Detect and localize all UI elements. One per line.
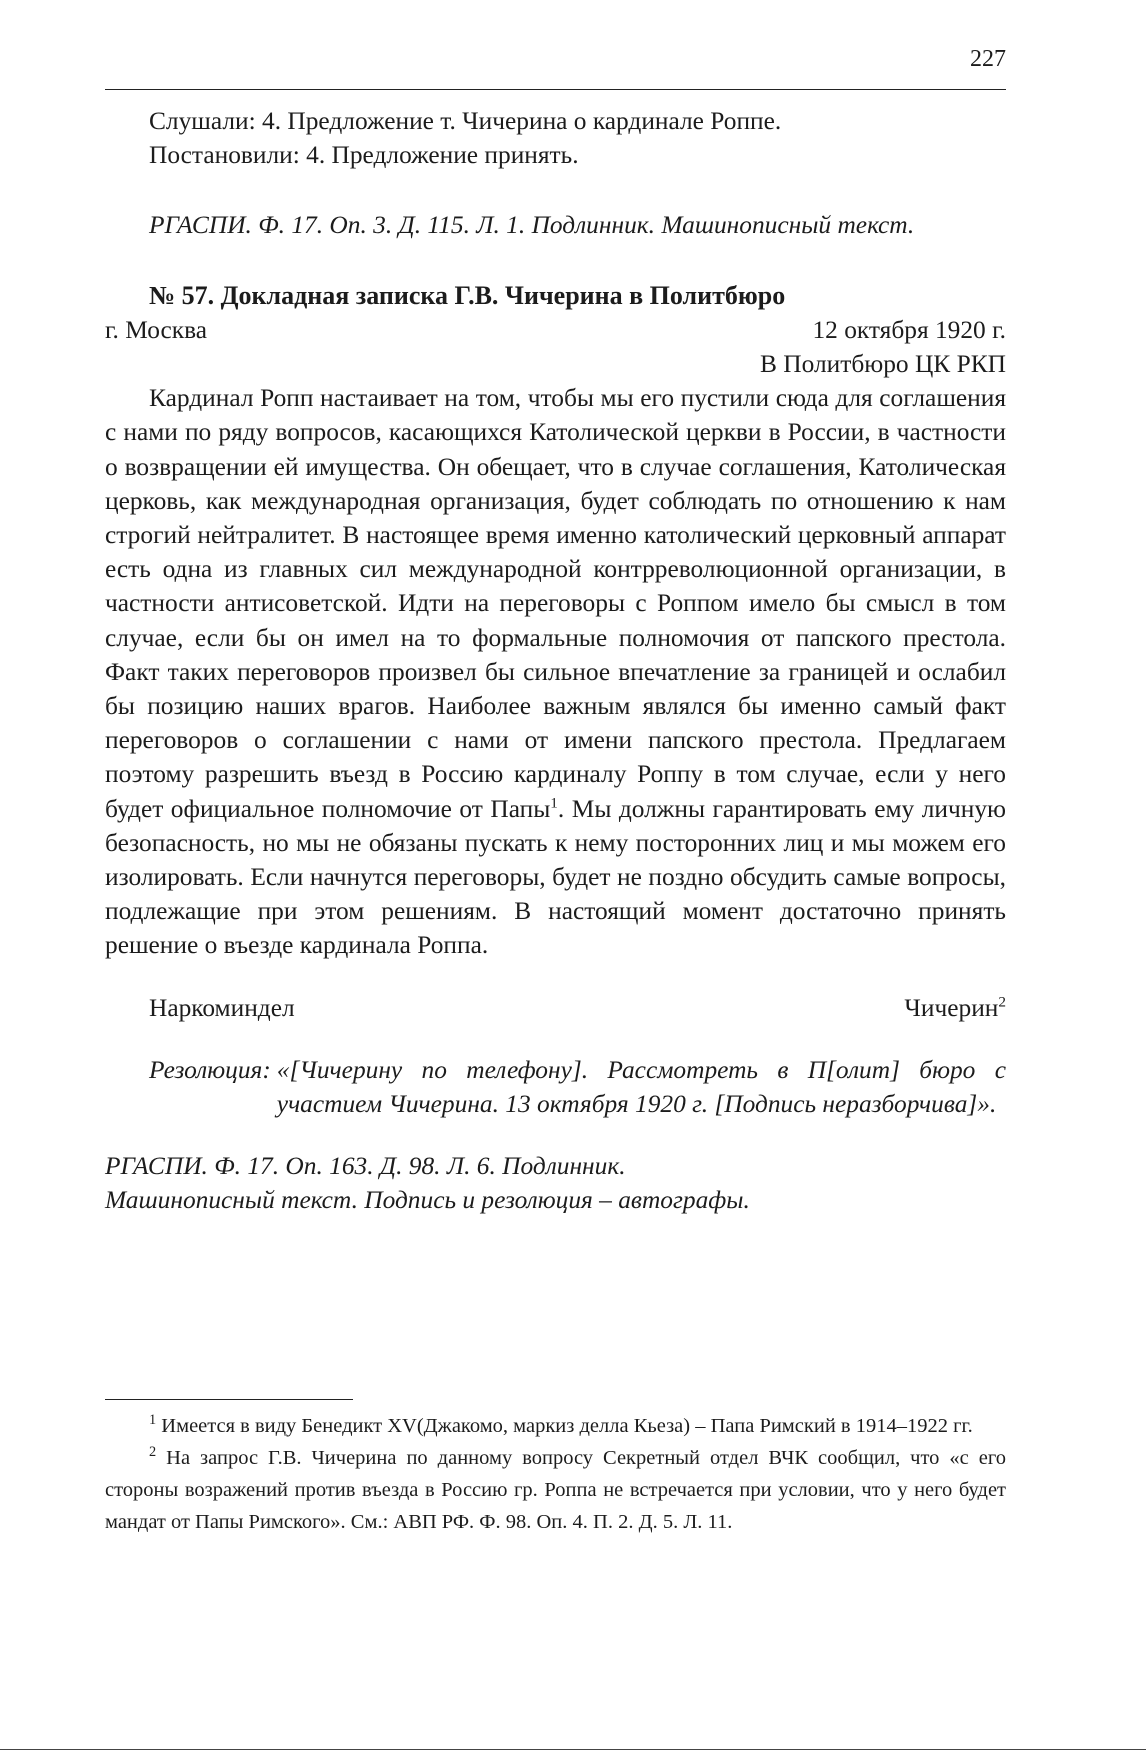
minutes-heard: Слушали: 4. Предложение т. Чичерина о кардинале Роппе. xyxy=(149,107,782,135)
page-content xyxy=(105,104,1006,1218)
footnote-ref-1: 1 xyxy=(550,794,558,812)
document-place: г. Москва xyxy=(105,315,208,344)
place-date-row xyxy=(105,313,1006,347)
scan-bottom-edge xyxy=(0,1749,1146,1750)
header-rule xyxy=(105,89,1006,90)
archive-reference-2 xyxy=(105,1149,1006,1217)
footnote-2 xyxy=(105,1442,1006,1538)
body-text-part1: Кардинал Ропп настаивает на том, чтобы мы его пустили сюда для соглашения с нами по ряду вопросов, касающихся Католической церкви в России, в частности о возвращении ей имущества. Он обещает, что в случае соглашения, Католическая церковь, как международная организация, будет соблюдать по отношению к нам строгий нейтралитет. В настоящее время именно католический церковный аппарат есть одна из главных сил международной контрреволюционной организации, в частности антисоветской. Идти на переговоры с Роппом имело бы смысл в том случае, если бы он имел на то формальные полномочия от папского престола. Факт таких переговоров произвел бы сильное впечатление за границей и ослабил бы позицию наших врагов. Наиболее важным являлся бы именно самый факт переговоров о соглашении с нами от имени папского престола. Предлагаем поэтому разрешить въезд в Россию кардиналу Роппу в том случае, если у него будет официальное полномочие от Папы xyxy=(105,384,1006,823)
document-body xyxy=(105,381,1006,962)
footnote-rule xyxy=(105,1399,353,1400)
footnote-ref-2: 2 xyxy=(998,993,1006,1011)
archive-reference-2-line1: РГАСПИ. Ф. 17. Оп. 163. Д. 98. Л. 6. Подлинник. xyxy=(105,1152,626,1181)
resolution-text: «[Чичерину по телефону]. Рассмотреть в П[олит] бюро с участием Чичерина. 13 октября 1920 г. [Подпись неразборчива]». xyxy=(276,1055,1006,1119)
document-addressee: В Политбюро ЦК РКП xyxy=(760,350,1006,379)
body-text-part2: . Мы должны гарантировать ему личную безопасность, но мы не обязаны пускать к нему посторонних лиц и мы можем его изолировать. Если начнутся переговоры, будет не поздно обсудить самые вопросы, подлежащие при этом решениям. В настоящий момент достаточно принять решение о въезде кардинала Роппа. xyxy=(105,794,1006,960)
document-date: 12 октября 1920 г. xyxy=(812,315,1006,344)
archive-reference: РГАСПИ. Ф. 17. Оп. 3. Д. 115. Л. 1. Подлинник. Машинописный текст. xyxy=(149,211,915,240)
footnote-2-mark: 2 xyxy=(149,1444,157,1461)
page-number: 227 xyxy=(970,46,1006,72)
signature-organization: Наркоминдел xyxy=(149,993,295,1022)
footnote-1-text: Имеется в виду Бенедикт XV(Джакомо, маркиз делла Кьеза) – Папа Римский в 1914–1922 гг. xyxy=(161,1415,973,1437)
resolution-label: Резолюция: xyxy=(149,1055,271,1084)
resolution xyxy=(105,1053,1006,1121)
footnote-1-mark: 1 xyxy=(149,1412,157,1429)
footnote-1 xyxy=(105,1410,1006,1442)
signature-name-wrap xyxy=(904,991,1006,1025)
document-title: № 57. Докладная записка Г.В. Чичерина в Политбюро xyxy=(149,280,786,310)
footnote-2-text: На запрос Г.В. Чичерина по данному вопросу Секретный отдел ВЧК сообщил, что «с его стороны возражений против въезда в Россию гр. Роппа не встречается при условии, что у него будет мандат от Папы Римского». См.: АВП РФ. Ф. 98. Оп. 4. П. 2. Д. 5. Л. 11. xyxy=(105,1447,1006,1533)
footnotes xyxy=(105,1410,1006,1538)
signature-name: Чичерин xyxy=(904,993,999,1022)
signature-row xyxy=(105,991,1006,1025)
minutes-resolved: Постановили: 4. Предложение принять. xyxy=(149,141,579,170)
archive-reference-2-line2: Машинописный текст. Подпись и резолюция – автографы. xyxy=(105,1186,750,1215)
